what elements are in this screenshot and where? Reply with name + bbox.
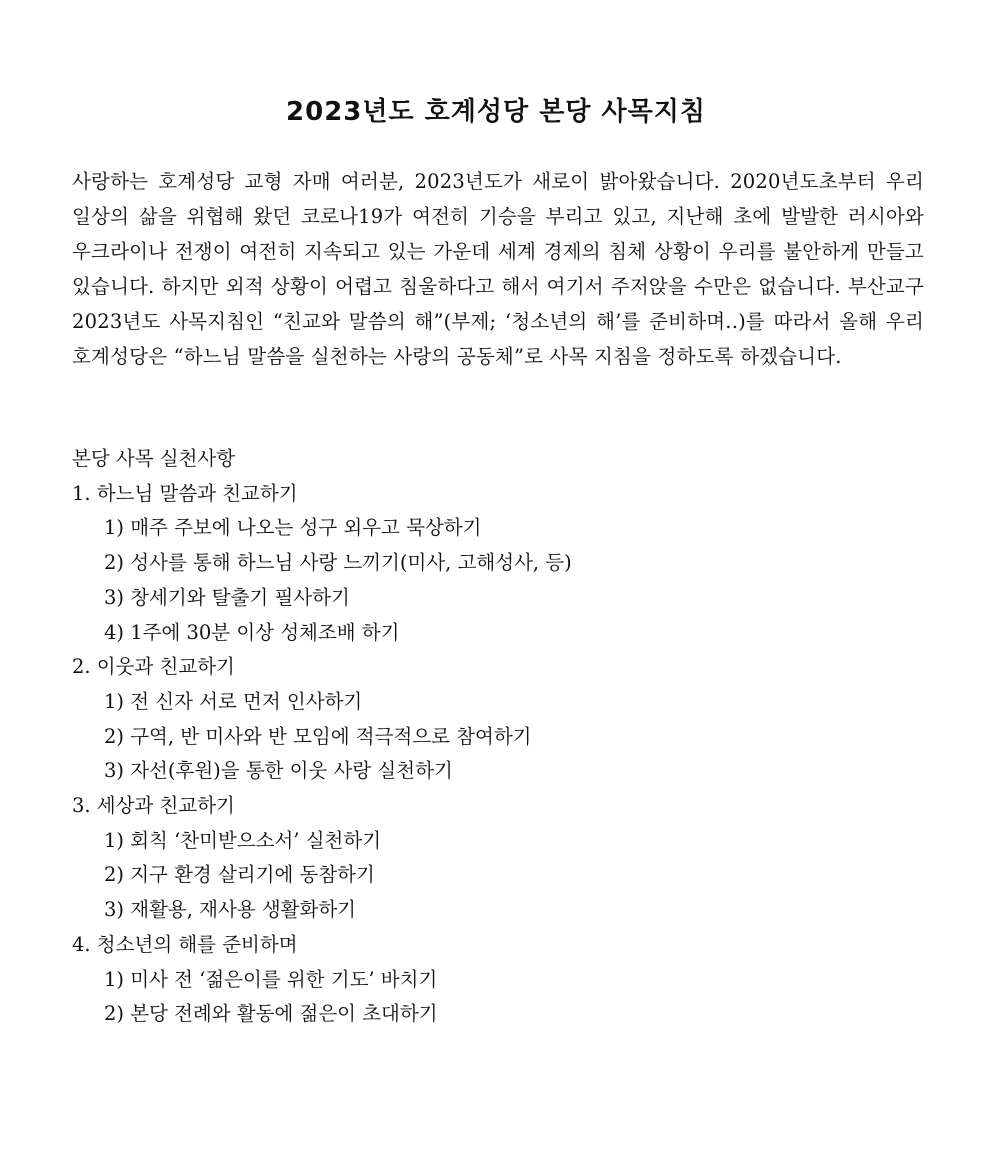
practice-list — [72, 442, 924, 1032]
section-1 — [72, 477, 924, 651]
section-items — [72, 963, 924, 1032]
list-item: 2) 본당 전례와 활동에 젊은이 초대하기 — [104, 1002, 438, 1026]
section-3 — [72, 789, 924, 928]
practice-heading: 본당 사목 실천사항 — [72, 447, 236, 470]
section-title: 4. 청소년의 해를 준비하며 — [72, 932, 298, 956]
list-item: 1) 회칙 ‘찬미받으소서’ 실천하기 — [104, 828, 382, 852]
section-4 — [72, 928, 924, 1032]
section-2 — [72, 650, 924, 789]
list-item: 1) 전 신자 서로 먼저 인사하기 — [104, 689, 363, 713]
list-item: 3) 창세기와 탈출기 필사하기 — [104, 585, 350, 609]
section-items — [72, 685, 924, 789]
section-title: 2. 이웃과 친교하기 — [72, 655, 235, 679]
list-item: 3) 재활용, 재사용 생활화하기 — [104, 898, 357, 922]
list-item: 1) 매주 주보에 나오는 성구 외우고 묵상하기 — [104, 516, 482, 540]
list-item: 3) 자선(후원)을 통한 이웃 사랑 실천하기 — [104, 759, 453, 783]
section-items — [72, 824, 924, 928]
list-item: 2) 지구 환경 살리기에 동참하기 — [104, 863, 375, 887]
document-title: 2023년도 호계성당 본당 사목지침 — [286, 97, 706, 127]
list-item: 1) 미사 전 ‘젊은이를 위한 기도’ 바치기 — [104, 967, 438, 991]
section-title: 1. 하느님 말씀과 친교하기 — [72, 481, 298, 505]
section-title: 3. 세상과 친교하기 — [72, 794, 235, 818]
list-item: 2) 성사를 통해 하느님 사랑 느끼기(미사, 고해성사, 등) — [104, 551, 572, 575]
intro-paragraph: 사랑하는 호계성당 교형 자매 여러분, 2023년도가 새로이 밝아왔습니다. 2020년도초부터 우리 일상의 삶을 위협해 왔던 코로나19가 여전히 기승을 부리고 있고, 지난해 초에 발발한 러시아와 우크라이나 전쟁이 여전히 지속되고 있는 가운데 세계 경제의 침체 상황이 우리를 불안하게 만들고 있습니다. 하지만 외적 상황이 어렵고 침울하다고 해서 여기서 주저앉을 수만은 없습니다. 부산교구 2023년도 사목지침인 “친교와 말씀의 해”(부제; ‘청소년의 해’를 준비하며..)를 따라서 올해 우리 호계성당은 “하느님 말씀을 실천하는 사랑의 공동체”로 사목 지침을 정하도록 하겠습니다. — [72, 170, 924, 368]
list-item: 2) 구역, 반 미사와 반 모임에 적극적으로 참여하기 — [104, 724, 532, 748]
list-item: 4) 1주에 30분 이상 성체조배 하기 — [104, 620, 400, 644]
section-items — [72, 511, 924, 650]
